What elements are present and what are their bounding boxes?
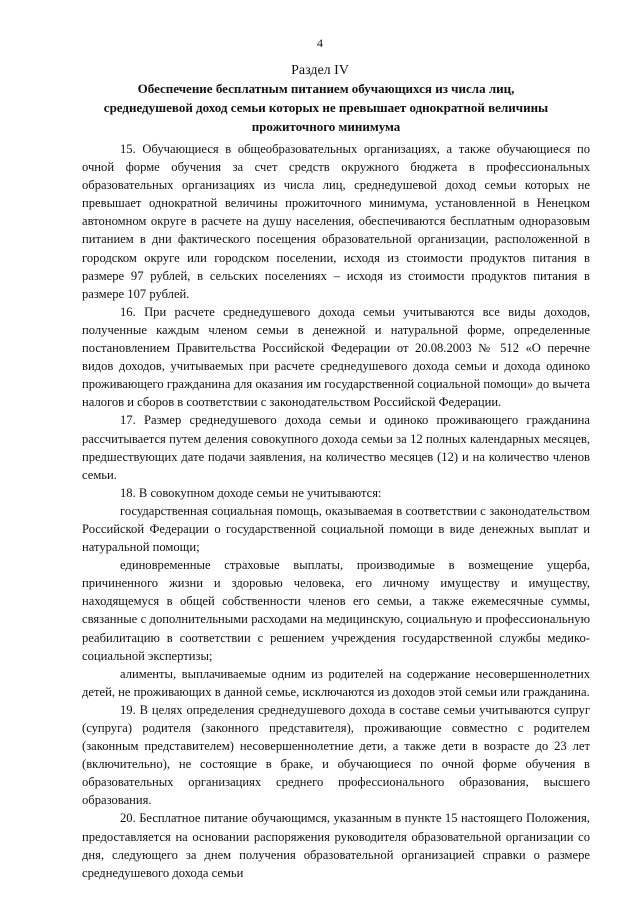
- page-number: 4: [317, 36, 323, 50]
- section-title: Раздел IV: [291, 63, 349, 78]
- list-item-social-help: государственная социальная помощь, оказываемая в соответствии с законодательством Российской Федерации о государственной социальной помощи в виде денежных выплат и натуральной помощи;: [82, 503, 590, 555]
- paragraph-15: 15. Обучающиеся в общеобразовательных организациях, а также обучающиеся по очной форме обучения за счет средств окружного бюджета в профессиональных образовательных организациях из числа лиц, среднедушевой доход семьи которых не превышает однократной величины прожиточного минимума, установленной в Ненецком автономном округе в расчете на душу населения, обеспечиваются бесплатным одноразовым питанием в дни фактического посещения образовательной организации, расположенной в городском округе или городском поселении, исходя из стоимости продуктов питания в размере 97 рублей, в сельских поселениях – исходя из стоимости продуктов питания в размере 107 рублей.: [82, 142, 590, 301]
- paragraph-16: 16. При расчете среднедушевого дохода семьи учитываются все виды доходов, полученные каждым членом семьи в денежной и натуральной форме, определенные постановлением Правительства Российской Федерации от 20.08.2003 № 512 «О перечне видов доходов, учитываемых при расчете среднедушевого дохода семьи и дохода одиноко проживающего гражданина для оказания им государственной социальной помощи» до вычета налогов и сборов в соответствии с законодательством Российской Федерации.: [82, 304, 590, 410]
- section-heading: Обеспечение бесплатным питанием обучающихся из числа лиц, среднедушевой доход семьи которых не превышает однократной величины прожиточного минимума: [103, 81, 549, 134]
- paragraph-17: 17. Размер среднедушевого дохода семьи и одиноко проживающего гражданина рассчитывается путем деления совокупного дохода семьи за 12 полных календарных месяцев, предшествующих дате подачи заявления, на количество месяцев (12) и на количество членов семьи.: [82, 413, 590, 482]
- paragraph-19: 19. В целях определения среднедушевого дохода в составе семьи учитываются супруг (супруга) родителя (законного представителя), проживающие совместно с родителем (законным представителем) несовершеннолетние дети, а также дети в возрасте до 23 лет (включительно), не состоящие в браке, и обучающиеся по очной форме обучения в образовательных организациях среднего профессионального образования, высшего образования.: [82, 702, 590, 808]
- paragraph-18: 18. В совокупном доходе семьи не учитываются:: [120, 485, 382, 500]
- paragraph-20: 20. Бесплатное питание обучающимся, указанным в пункте 15 настоящего Положения, предоставляется на основании распоряжения руководителя образовательной организации со дня, следующего за днем получения образовательной организацией справки о размере среднедушевого дохода семьи: [82, 811, 590, 880]
- document-body: [82, 140, 590, 882]
- list-item-insurance-payments: единовременные страховые выплаты, производимые в возмещение ущерба, причиненного жизни и здоровью человека, его личному имуществу и имуществу, находящемуся в общей собственности членов его семьи, а также ежемесячные суммы, связанные с дополнительными расходами на медицинскую, социальную и профессиональную реабилитацию в соответствии с решением учреждения государственной службы медико-социальной экспертизы;: [82, 558, 590, 663]
- list-item-alimony: алименты, выплачиваемые одним из родителей на содержание несовершеннолетних детей, не проживающих в данной семье, исключаются из доходов этой семьи или гражданина.: [82, 666, 590, 699]
